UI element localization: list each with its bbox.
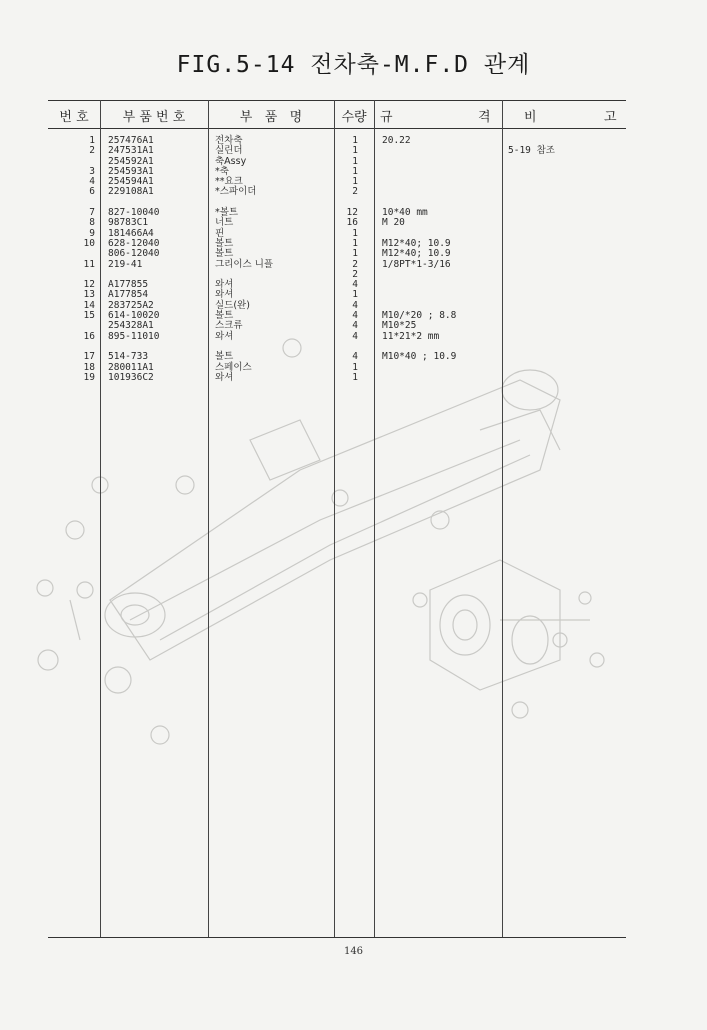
cell-item-number: 1 bbox=[89, 135, 95, 146]
cell-item-number bbox=[48, 198, 95, 208]
cell-remark bbox=[508, 342, 608, 352]
cell-item-number: 12 bbox=[83, 279, 95, 291]
cell-part-number: 181466A4 bbox=[108, 227, 154, 239]
cell-remark bbox=[508, 167, 608, 177]
header-remark-left: 비 bbox=[524, 109, 537, 125]
header-no: 번 호 bbox=[59, 109, 89, 125]
cell-quantity: 2 bbox=[352, 186, 358, 198]
cell-spec: M12*40; 10.9 bbox=[382, 248, 451, 260]
cell-spec bbox=[382, 177, 502, 187]
cell-item-number: 10 bbox=[83, 237, 95, 249]
cell-part-name: 볼트 bbox=[215, 310, 234, 322]
cell-part-name bbox=[215, 270, 335, 280]
cell-part-number: 806-12040 bbox=[108, 248, 160, 260]
cell-remark bbox=[508, 352, 608, 362]
cell-spec: M10/*20 ; 8.8 bbox=[382, 310, 457, 322]
cell-quantity: 12 bbox=[346, 207, 358, 219]
page-number: 146 bbox=[343, 946, 364, 957]
cell-quantity: 1 bbox=[352, 135, 358, 146]
cell-part-name: 너트 bbox=[215, 217, 234, 229]
cell-part-number: 280011A1 bbox=[108, 361, 154, 373]
cell-quantity: 4 bbox=[352, 330, 358, 342]
cell-part-name: 와셔 bbox=[215, 279, 234, 291]
cell-spec bbox=[382, 363, 502, 373]
cell-quantity: 2 bbox=[352, 268, 358, 280]
cell-part-name: *볼트 bbox=[215, 207, 239, 219]
table-top-rule bbox=[48, 100, 626, 101]
cell-part-name: 축Assy bbox=[215, 155, 247, 167]
cell-quantity: 1 bbox=[352, 227, 358, 239]
cell-remark bbox=[508, 198, 608, 208]
cell-remark bbox=[508, 177, 608, 187]
cell-spec bbox=[382, 270, 502, 280]
cell-part-number: 247531A1 bbox=[108, 145, 154, 157]
cell-item-number: 17 bbox=[83, 351, 95, 363]
cell-spec: M 20 bbox=[382, 217, 405, 229]
cell-part-number: 257476A1 bbox=[108, 135, 154, 146]
cell-quantity: 1 bbox=[352, 371, 358, 383]
column-part-number bbox=[108, 136, 208, 383]
cell-item-number: 9 bbox=[89, 227, 95, 239]
cell-remark bbox=[508, 270, 608, 280]
cell-remark bbox=[508, 363, 608, 373]
cell-item-number: 7 bbox=[89, 207, 95, 219]
cell-part-name: 그리이스 니플 bbox=[215, 258, 274, 270]
column-quantity bbox=[336, 136, 358, 383]
cell-quantity: 4 bbox=[352, 310, 358, 322]
cell-quantity: 4 bbox=[352, 351, 358, 363]
cell-spec bbox=[382, 167, 502, 177]
cell-part-number: 101936C2 bbox=[108, 371, 154, 383]
header-remark-right: 고 bbox=[604, 109, 617, 125]
column-divider bbox=[208, 100, 209, 937]
cell-quantity: 1 bbox=[352, 361, 358, 373]
cell-remark bbox=[508, 218, 608, 228]
cell-remark bbox=[508, 239, 608, 249]
cell-remark bbox=[508, 301, 608, 311]
cell-spec bbox=[382, 157, 502, 167]
cell-item-number: 19 bbox=[83, 371, 95, 383]
cell-part-name: *스파이더 bbox=[215, 186, 257, 198]
cell-part-name: 스크류 bbox=[215, 320, 243, 332]
cell-part-name: 전차축 bbox=[215, 135, 243, 146]
column-spec bbox=[382, 136, 502, 383]
cell-quantity: 1 bbox=[352, 248, 358, 260]
table-bottom-rule bbox=[48, 937, 626, 938]
cell-part-name: 스페이스 bbox=[215, 361, 252, 373]
cell-item-number bbox=[48, 157, 95, 167]
cell-remark bbox=[508, 332, 608, 342]
cell-spec bbox=[382, 373, 502, 383]
header-part-name: 부 품 명 bbox=[239, 109, 303, 125]
cell-item-number: 4 bbox=[89, 176, 95, 188]
page-title: FIG.5-14 전차축-M.F.D 관계 bbox=[176, 52, 531, 78]
cell-spec: 20.22 bbox=[382, 135, 411, 146]
cell-part-number: 614-10020 bbox=[108, 310, 160, 322]
cell-quantity: 1 bbox=[352, 155, 358, 167]
cell-item-number: 6 bbox=[89, 186, 95, 198]
cell-part-number: 254594A1 bbox=[108, 176, 154, 188]
cell-part-name: 핀 bbox=[215, 227, 225, 239]
cell-part-name: 와셔 bbox=[215, 371, 234, 383]
cell-part-name: 볼트 bbox=[215, 248, 234, 260]
cell-part-name: 실린더 bbox=[215, 145, 243, 157]
cell-quantity: 4 bbox=[352, 279, 358, 291]
cell-remark bbox=[508, 373, 608, 383]
column-remark bbox=[508, 136, 608, 383]
cell-item-number: 11 bbox=[83, 258, 95, 270]
column-item-number bbox=[48, 136, 95, 383]
cell-item-number: 16 bbox=[83, 330, 95, 342]
cell-quantity: 4 bbox=[352, 299, 358, 311]
cell-remark bbox=[508, 311, 608, 321]
cell-remark bbox=[508, 321, 608, 331]
cell-part-number: 254592A1 bbox=[108, 155, 154, 167]
cell-part-number: 895-11010 bbox=[108, 330, 160, 342]
cell-part-number: A177855 bbox=[108, 279, 149, 291]
cell-spec bbox=[382, 187, 502, 197]
cell-spec bbox=[382, 290, 502, 300]
cell-part-number: 254328A1 bbox=[108, 320, 154, 332]
cell-spec: 11*21*2 mm bbox=[382, 330, 440, 342]
cell-part-number: 283725A2 bbox=[108, 299, 154, 311]
cell-quantity: 2 bbox=[352, 258, 358, 270]
header-part-number: 부 품 번 호 bbox=[122, 109, 186, 125]
cell-spec: M10*40 ; 10.9 bbox=[382, 351, 457, 363]
header-spec-left: 규 bbox=[380, 109, 393, 125]
cell-quantity: 1 bbox=[352, 165, 358, 177]
cell-item-number: 3 bbox=[89, 165, 95, 177]
table-header-rule bbox=[48, 128, 626, 129]
cell-item-number: 8 bbox=[89, 217, 95, 229]
cell-remark bbox=[508, 187, 608, 197]
column-part-name bbox=[215, 136, 335, 383]
cell-remark bbox=[508, 208, 608, 218]
cell-part-name bbox=[215, 342, 335, 352]
cell-remark: 5-19 참조 bbox=[508, 145, 555, 157]
cell-item-number: 13 bbox=[83, 289, 95, 301]
cell-remark bbox=[508, 229, 608, 239]
cell-remark bbox=[508, 280, 608, 290]
cell-remark bbox=[508, 260, 608, 270]
cell-part-number: 628-12040 bbox=[108, 237, 160, 249]
header-spec-right: 격 bbox=[478, 109, 491, 125]
cell-part-name: 볼트 bbox=[215, 351, 234, 363]
cell-item-number: 15 bbox=[83, 310, 95, 322]
cell-remark bbox=[508, 157, 608, 167]
cell-quantity: 1 bbox=[352, 289, 358, 301]
cell-part-name: 와셔 bbox=[215, 330, 234, 342]
column-divider bbox=[374, 100, 375, 937]
column-divider bbox=[100, 100, 101, 937]
cell-spec bbox=[382, 280, 502, 290]
cell-part-name: *축 bbox=[215, 165, 229, 177]
cell-part-number: 98783C1 bbox=[108, 217, 149, 229]
cell-spec bbox=[382, 146, 502, 156]
cell-remark bbox=[508, 290, 608, 300]
cell-part-name: 볼트 bbox=[215, 237, 234, 249]
cell-quantity: 1 bbox=[352, 176, 358, 188]
cell-spec: M10*25 bbox=[382, 320, 417, 332]
cell-part-name: 실드(완) bbox=[215, 299, 250, 311]
cell-part-number: 254593A1 bbox=[108, 165, 154, 177]
cell-quantity: 1 bbox=[352, 145, 358, 157]
cell-spec: M12*40; 10.9 bbox=[382, 237, 451, 249]
cell-quantity: 1 bbox=[352, 237, 358, 249]
cell-item-number: 2 bbox=[89, 145, 95, 157]
cell-part-number: 229108A1 bbox=[108, 186, 154, 198]
cell-part-name: **요크 bbox=[215, 176, 243, 188]
cell-part-number: 219-41 bbox=[108, 258, 143, 270]
cell-remark bbox=[508, 249, 608, 259]
cell-part-number: 827-10040 bbox=[108, 207, 160, 219]
cell-spec: 10*40 mm bbox=[382, 207, 428, 219]
cell-quantity: 16 bbox=[346, 217, 358, 229]
cell-part-number: A177854 bbox=[108, 289, 149, 301]
cell-item-number: 14 bbox=[83, 299, 95, 311]
column-divider bbox=[502, 100, 503, 937]
cell-part-number: 514-733 bbox=[108, 351, 149, 363]
cell-item-number: 18 bbox=[83, 361, 95, 373]
header-quantity: 수량 bbox=[341, 109, 367, 125]
cell-spec: 1/8PT*1-3/16 bbox=[382, 258, 451, 270]
cell-quantity: 4 bbox=[352, 320, 358, 332]
cell-part-name: 와셔 bbox=[215, 289, 234, 301]
